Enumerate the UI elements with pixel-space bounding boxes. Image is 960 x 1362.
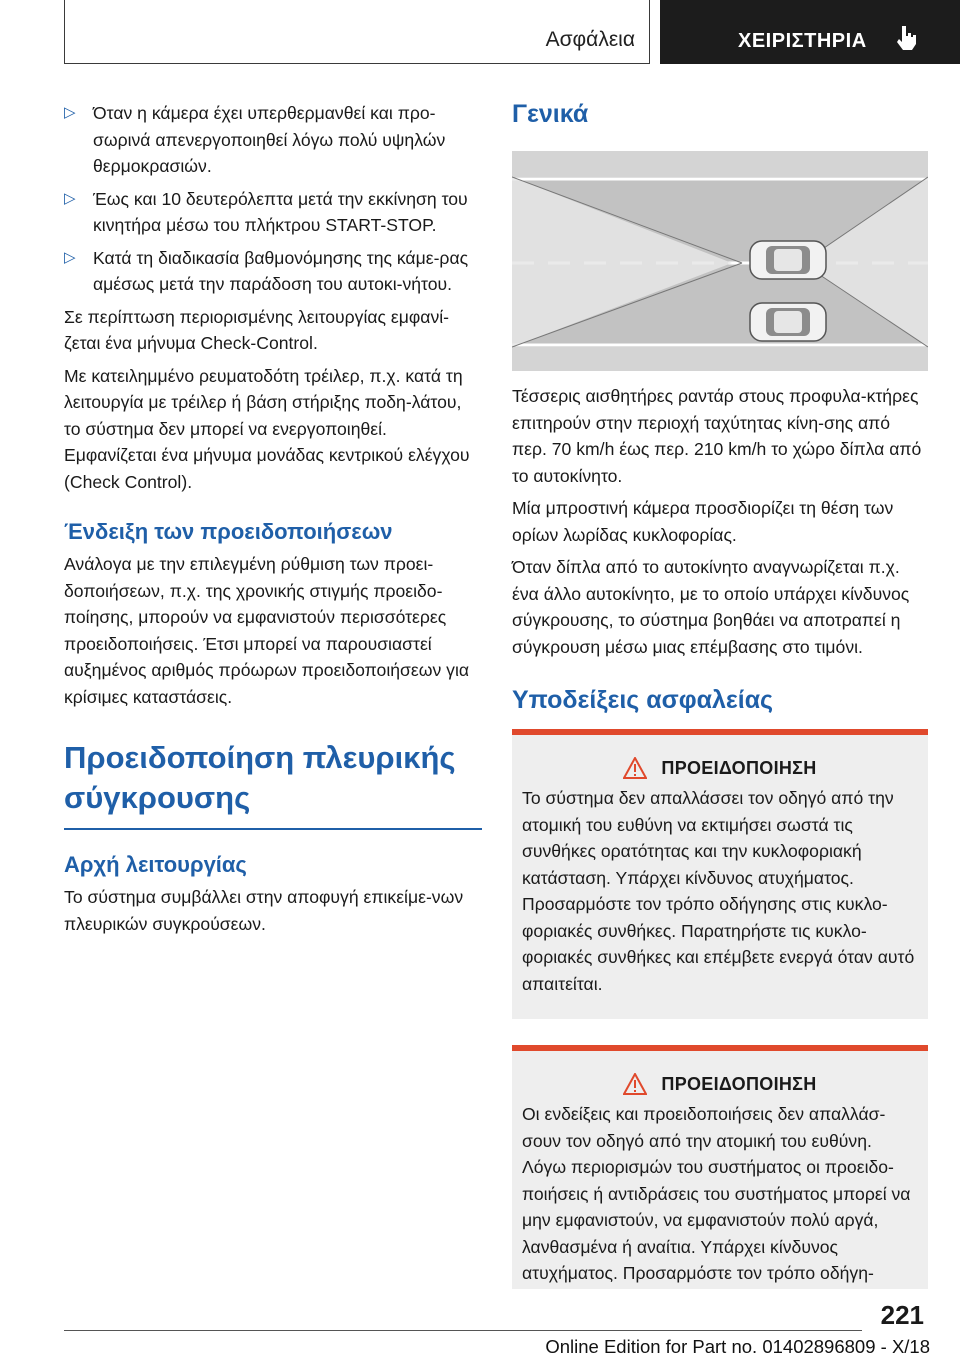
- list-item: [64, 245, 482, 298]
- warning-triangle-icon: [623, 757, 647, 779]
- footer-edition: Online Edition for Part no. 01402896809 - X/18: [545, 1336, 930, 1357]
- chapter-heading: Προειδοποίηση πλευρικής σύγκρουσης: [64, 740, 456, 815]
- footer-divider: [64, 1330, 862, 1331]
- triangle-bullet-icon: ▷: [64, 248, 76, 266]
- paragraph: Ανάλογα με την επιλεγμένη ρύθμιση των προει-δοποιήσεων, π.χ. της χρονικής στιγμής προειδο-ποίησης, μπορούν να εμφανιστούν περισσότερες προειδοποιήσεις. Έτσι μπορεί να παρουσιαστεί αυξημένος αριθμός πρόωρων προειδοποιήσεων για κρίσιμες καταστάσεις.: [64, 554, 470, 707]
- warning-title: ΠΡΟΕΙΔΟΠΟΙΗΣΗ: [661, 1073, 817, 1094]
- paragraph: Σε περίπτωση περιορισμένης λειτουργίας εμφανί-ζεται ένα μήνυμα Check-Control.: [64, 306, 450, 353]
- header-chapter-box: [660, 0, 960, 64]
- warning-triangle-icon: [623, 1073, 647, 1095]
- paragraph: Όταν δίπλα από το αυτοκίνητο αναγνωρίζεται π.χ. ένα άλλο αυτοκίνητο, με το οποίο υπάρχει κίνδυνος σύγκρουσης, το σύστημα βοηθάει να αποτραπεί η σύγκρουση μέσω μιας επέμβασης στο τιμόνι.: [512, 557, 910, 657]
- warning-text: Το σύστημα δεν απαλλάσσει τον οδηγό από την ατομική του ευθύνη να εκτιμήσει σωστά τις συνθήκες ορατότητας και την κυκλοφοριακή κατάσταση. Υπάρχει κίνδυνος ατυχήματος. Προσαρμόστε τον τρόπο οδήγησης στις κυκλο-φοριακές συνθήκες. Παρατηρήστε τις κυκλο-φοριακές συνθήκες και επέμβετε ενεργά όταν αυτό απαιτείται.: [522, 788, 915, 994]
- warning-title: ΠΡΟΕΙΔΟΠΟΙΗΣΗ: [661, 757, 817, 778]
- list-item-text: Κατά τη διαδικασία βαθμονόμησης της κάμε-ρας αμέσως μετά την παράδοση του αυτοκι-νήτου.: [93, 247, 469, 294]
- radar-illustration: [512, 151, 928, 371]
- header-section-title: Ασφάλεια: [545, 28, 635, 51]
- section-heading: Ένδειξη των προειδοποιήσεων: [64, 519, 393, 544]
- warning-text: Οι ενδείξεις και προειδοποιήσεις δεν απαλλάσ-σουν τον οδηγό από την ατομική του ευθύνη. Λόγω περιορισμών του συστήματος οι προειδο-ποιήσεις ή αντιδράσεις του συστήματος μπορεί να μην εμφανιστούν, να εμφανιστούν πολύ αργά, λανθασμένα ή αναίτια. Υπάρχει κίνδυνος ατυχήματος. Προσαρμόστε τον τρόπο οδήγη-: [522, 1104, 911, 1283]
- list-item: [64, 100, 482, 180]
- header-section-box: [64, 0, 650, 64]
- section-heading: Γενικά: [512, 100, 589, 128]
- warning-box: [512, 729, 928, 1019]
- left-column: [64, 100, 482, 943]
- section-heading: Αρχή λειτουργίας: [64, 852, 247, 877]
- heading-divider: [64, 828, 482, 830]
- paragraph: Με κατειλημμένο ρευματοδότη τρέιλερ, π.χ. κατά τη λειτουργία με τρέιλερ ή βάση στήριξης ποδη-λάτου, το σύστημα δεν μπορεί να ενεργοποιηθεί. Εμφανίζεται ένα μήνυμα μονάδας κεντρικού ελέγχου (Check Control).: [64, 365, 470, 492]
- section-heading: Υποδείξεις ασφαλείας: [512, 686, 774, 714]
- header-chapter-title: ΧΕΙΡΙΣΤΗΡΙΑ: [738, 30, 867, 52]
- paragraph: Τέσσερις αισθητήρες ραντάρ στους προφυλα-κτήρες επιτηρούν στην περιοχή ταχύτητας κίνη-σης από περ. 70 km/h έως περ. 210 km/h το χώρο δίπλα από το αυτοκίνητο.: [512, 386, 922, 486]
- page-number: 221: [880, 1300, 924, 1330]
- warning-header: [522, 1073, 918, 1095]
- paragraph: Μία μπροστινή κάμερα προσδιορίζει τη θέση των ορίων λωρίδας κυκλοφορίας.: [512, 498, 894, 545]
- list-item-text: Όταν η κάμερα έχει υπερθερμανθεί και προ-σωρινά απενεργοποιηθεί λόγω πολύ υψηλών θερμοκρασιών.: [93, 103, 446, 176]
- hand-pointer-icon: [894, 24, 920, 52]
- list-item-text: Έως και 10 δευτερόλεπτα μετά την εκκίνηση του κινητήρα μέσω του πλήκτρου START-STOP.: [93, 188, 468, 235]
- triangle-bullet-icon: ▷: [64, 104, 76, 121]
- triangle-bullet-icon: ▷: [64, 189, 76, 207]
- paragraph: Το σύστημα συμβάλλει στην αποφυγή επικείμε-νων πλευρικών συγκρούσεων.: [64, 887, 464, 934]
- right-column: [512, 100, 928, 1315]
- warning-box: [512, 1045, 928, 1289]
- list-item: [64, 186, 482, 239]
- warning-header: [522, 757, 918, 779]
